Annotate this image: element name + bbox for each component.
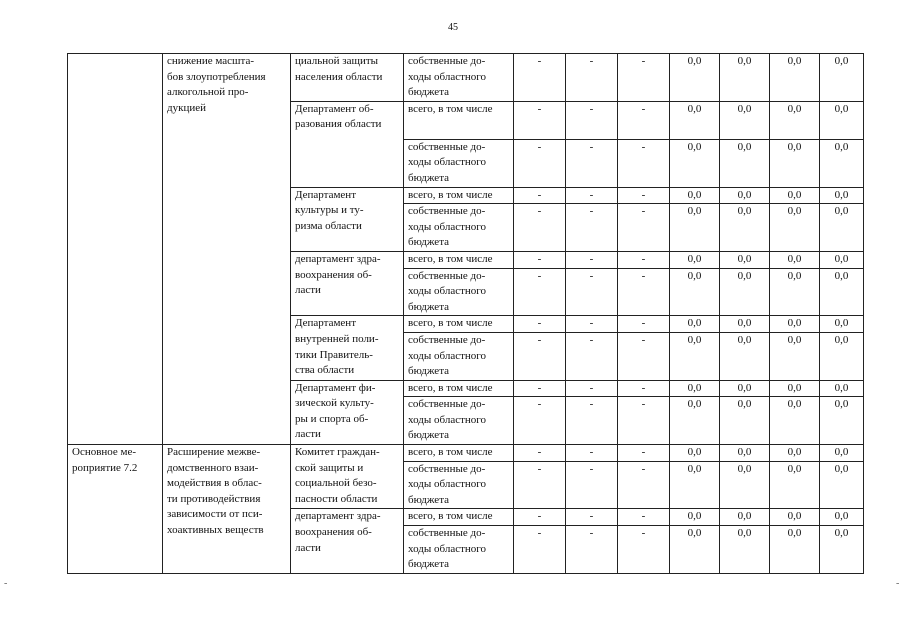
value-cell: 0,0: [670, 526, 720, 574]
value-cell: 0,0: [770, 445, 820, 462]
value-cell: -: [566, 397, 618, 445]
value-cell: -: [514, 187, 566, 204]
value-cell: 0,0: [720, 251, 770, 268]
value-cell: 0,0: [820, 268, 864, 316]
value-cell: -: [566, 332, 618, 380]
executor-cell: Департамент об- разования области: [291, 101, 404, 187]
table-row: [68, 54, 864, 102]
value-cell: 0,0: [820, 526, 864, 574]
value-cell: 0,0: [670, 268, 720, 316]
value-cell: 0,0: [670, 187, 720, 204]
value-cell: -: [514, 101, 566, 139]
value-cell: -: [566, 509, 618, 526]
value-cell: 0,0: [670, 54, 720, 102]
value-cell: 0,0: [720, 204, 770, 252]
value-cell: 0,0: [670, 445, 720, 462]
value-cell: 0,0: [720, 397, 770, 445]
executor-cell: департамент здра- воохранения об- ласти: [291, 509, 404, 573]
value-cell: -: [566, 316, 618, 333]
value-cell: 0,0: [670, 332, 720, 380]
value-cell: -: [566, 526, 618, 574]
value-cell: -: [514, 332, 566, 380]
value-cell: 0,0: [670, 139, 720, 187]
value-cell: -: [618, 187, 670, 204]
value-cell: -: [566, 380, 618, 397]
value-cell: 0,0: [720, 54, 770, 102]
value-cell: 0,0: [770, 526, 820, 574]
value-cell: 0,0: [670, 316, 720, 333]
value-cell: -: [514, 526, 566, 574]
source-cell: собственные до- ходы областного бюджета: [404, 139, 514, 187]
value-cell: 0,0: [720, 332, 770, 380]
executor-cell: циальной защиты населения области: [291, 54, 404, 102]
value-cell: -: [618, 526, 670, 574]
value-cell: 0,0: [770, 380, 820, 397]
value-cell: -: [514, 204, 566, 252]
budget-table: [67, 53, 864, 574]
right-edge-mark: -: [896, 578, 900, 589]
source-cell: всего, в том числе: [404, 509, 514, 526]
value-cell: 0,0: [770, 509, 820, 526]
value-cell: 0,0: [820, 509, 864, 526]
source-cell: собственные до- ходы областного бюджета: [404, 332, 514, 380]
value-cell: 0,0: [820, 316, 864, 333]
table-row: [68, 445, 864, 462]
value-cell: 0,0: [770, 187, 820, 204]
source-cell: всего, в том числе: [404, 101, 514, 139]
value-cell: -: [566, 445, 618, 462]
source-cell: собственные до- ходы областного бюджета: [404, 526, 514, 574]
value-cell: 0,0: [770, 397, 820, 445]
value-cell: 0,0: [670, 397, 720, 445]
source-cell: всего, в том числе: [404, 187, 514, 204]
value-cell: 0,0: [770, 101, 820, 139]
value-cell: 0,0: [770, 332, 820, 380]
value-cell: -: [566, 204, 618, 252]
value-cell: 0,0: [820, 204, 864, 252]
value-cell: 0,0: [820, 461, 864, 509]
page-number: 45: [448, 22, 458, 33]
value-cell: -: [618, 54, 670, 102]
value-cell: -: [514, 251, 566, 268]
value-cell: -: [566, 139, 618, 187]
executor-cell: Департамент фи- зической культу- ры и спорта об- ласти: [291, 380, 404, 444]
value-cell: -: [618, 445, 670, 462]
value-cell: 0,0: [720, 316, 770, 333]
value-cell: 0,0: [820, 139, 864, 187]
value-cell: -: [566, 251, 618, 268]
value-cell: -: [618, 316, 670, 333]
value-cell: 0,0: [670, 101, 720, 139]
value-cell: -: [618, 251, 670, 268]
value-cell: -: [566, 268, 618, 316]
value-cell: -: [618, 101, 670, 139]
value-cell: -: [618, 461, 670, 509]
value-cell: 0,0: [820, 332, 864, 380]
value-cell: -: [514, 445, 566, 462]
value-cell: -: [618, 397, 670, 445]
source-cell: собственные до- ходы областного бюджета: [404, 54, 514, 102]
left-edge-mark: -: [4, 578, 8, 589]
value-cell: 0,0: [670, 251, 720, 268]
value-cell: -: [618, 204, 670, 252]
value-cell: 0,0: [720, 380, 770, 397]
value-cell: 0,0: [720, 461, 770, 509]
value-cell: -: [514, 509, 566, 526]
value-cell: 0,0: [670, 380, 720, 397]
source-cell: собственные до- ходы областного бюджета: [404, 461, 514, 509]
value-cell: 0,0: [770, 268, 820, 316]
value-cell: -: [618, 380, 670, 397]
value-cell: 0,0: [720, 445, 770, 462]
value-cell: -: [514, 54, 566, 102]
value-cell: 0,0: [820, 445, 864, 462]
value-cell: -: [514, 380, 566, 397]
value-cell: 0,0: [770, 204, 820, 252]
source-cell: всего, в том числе: [404, 251, 514, 268]
value-cell: -: [514, 268, 566, 316]
executor-cell: департамент здра- воохранения об- ласти: [291, 251, 404, 315]
name-cell: снижение масшта- бов злоупотребления алкогольной про- дукцией: [163, 54, 291, 445]
value-cell: 0,0: [720, 268, 770, 316]
value-cell: -: [566, 54, 618, 102]
value-cell: 0,0: [670, 509, 720, 526]
event-cell: Основное ме- роприятие 7.2: [68, 445, 163, 574]
value-cell: 0,0: [720, 139, 770, 187]
source-cell: собственные до- ходы областного бюджета: [404, 204, 514, 252]
value-cell: -: [618, 509, 670, 526]
value-cell: -: [514, 461, 566, 509]
source-cell: всего, в том числе: [404, 380, 514, 397]
value-cell: 0,0: [820, 54, 864, 102]
source-cell: собственные до- ходы областного бюджета: [404, 268, 514, 316]
source-cell: собственные до- ходы областного бюджета: [404, 397, 514, 445]
value-cell: 0,0: [820, 251, 864, 268]
value-cell: 0,0: [670, 461, 720, 509]
value-cell: 0,0: [720, 526, 770, 574]
value-cell: 0,0: [720, 101, 770, 139]
name-cell: Расширение межве- домственного взаи- модействия в облас- ти противодействия зависимости от пси- хоактивных веществ: [163, 445, 291, 574]
value-cell: 0,0: [770, 139, 820, 187]
source-cell: всего, в том числе: [404, 445, 514, 462]
value-cell: -: [566, 461, 618, 509]
value-cell: -: [514, 139, 566, 187]
value-cell: -: [618, 332, 670, 380]
value-cell: -: [514, 316, 566, 333]
value-cell: 0,0: [820, 101, 864, 139]
value-cell: -: [618, 139, 670, 187]
executor-cell: Департамент культуры и ту- ризма области: [291, 187, 404, 251]
value-cell: 0,0: [770, 54, 820, 102]
value-cell: 0,0: [820, 380, 864, 397]
value-cell: 0,0: [720, 509, 770, 526]
executor-cell: Комитет граждан- ской защиты и социальной безо- пасности области: [291, 445, 404, 509]
executor-cell: Департамент внутренней поли- тики Правитель- ства области: [291, 316, 404, 380]
value-cell: 0,0: [770, 251, 820, 268]
value-cell: -: [618, 268, 670, 316]
source-cell: всего, в том числе: [404, 316, 514, 333]
value-cell: 0,0: [670, 204, 720, 252]
value-cell: 0,0: [770, 316, 820, 333]
value-cell: -: [566, 187, 618, 204]
value-cell: 0,0: [820, 397, 864, 445]
event-cell: [68, 54, 163, 445]
value-cell: 0,0: [770, 461, 820, 509]
value-cell: -: [514, 397, 566, 445]
value-cell: 0,0: [720, 187, 770, 204]
value-cell: -: [566, 101, 618, 139]
value-cell: 0,0: [820, 187, 864, 204]
